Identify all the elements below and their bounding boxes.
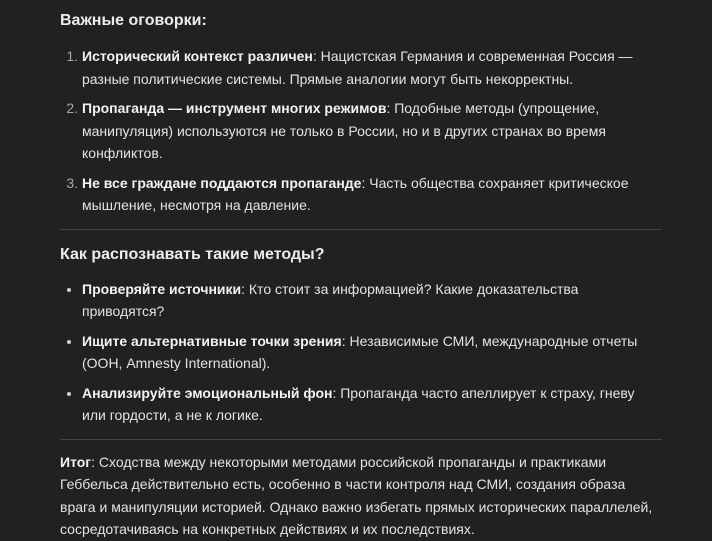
item-title: Проверяйте источники: [82, 280, 242, 297]
section-divider: [60, 439, 662, 440]
item-title: Ищите альтернативные точки зрения: [82, 332, 342, 349]
assistant-message: [60, 9, 662, 541]
item-title: Не все граждане поддаются пропаганде: [82, 174, 362, 191]
item-title: Исторический контекст различен: [82, 48, 313, 64]
item-title: Пропаганда — инструмент многих режимов: [82, 100, 387, 116]
caveats-list: [60, 45, 662, 217]
item-text: : Независимые СМИ, международные отчеты (ООН, Amnesty International).: [82, 332, 638, 371]
section-heading-methods: Как распознавать такие методы?: [60, 245, 325, 263]
item-text: : Нацистская Германия и современная Россия — разные политические системы. Прямые аналогии могут быть некорректны.: [82, 48, 633, 87]
summary-text: : Сходства между некоторыми методами российской пропаганды и практиками Геббельса действительно есть, особенно в части контроля над СМИ, создания образа врага и манипуляции историей. Однако важно избегать прямых исторических параллелей, сосредотачиваясь на конкретных действиях и их последствиях.: [60, 453, 653, 537]
list-item: [82, 330, 662, 375]
list-item: [82, 382, 662, 427]
list-item: [82, 278, 662, 323]
list-item: [82, 172, 662, 217]
item-text: : Подобные методы (упрощение, манипуляция) используются не только в России, но и в других странах во время конфликтов.: [82, 100, 606, 161]
list-item: [82, 45, 662, 90]
section-heading-caveats: Важные оговорки:: [60, 12, 207, 29]
item-text: : Часть общества сохраняет критическое мышление, несмотря на давление.: [82, 174, 629, 213]
methods-list: [60, 278, 662, 427]
summary-paragraph: [60, 451, 662, 541]
item-text: : Кто стоит за информацией? Какие доказательства приводятся?: [82, 280, 579, 319]
item-title: Анализируйте эмоциональный фон: [82, 384, 333, 401]
list-item: [82, 97, 662, 165]
section-divider: [60, 229, 662, 230]
summary-title: Итог: [60, 453, 92, 470]
item-text: : Пропаганда часто апеллирует к страху, гневу или гордости, а не к логике.: [82, 384, 635, 423]
